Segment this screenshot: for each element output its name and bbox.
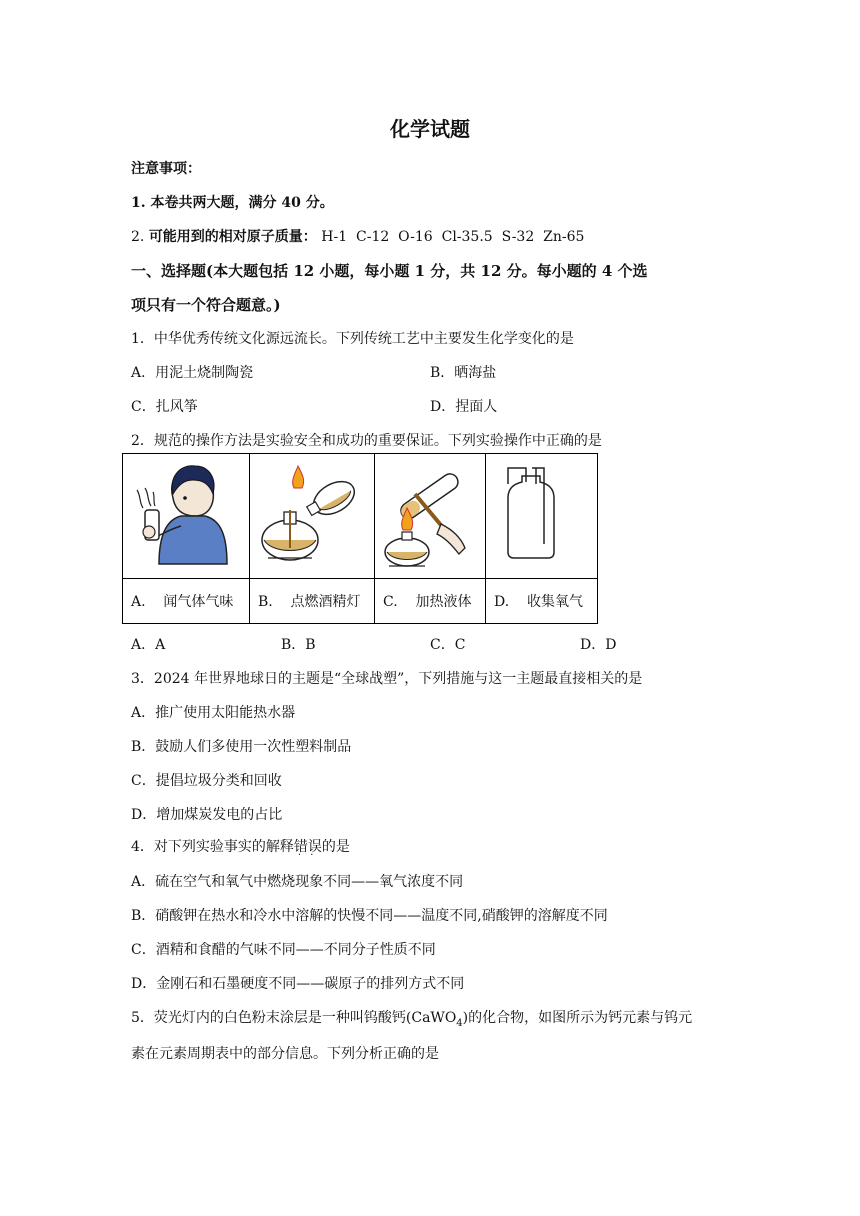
image-light-alcohol-lamp [250, 454, 375, 579]
q5-stem-line-1 [131, 1007, 692, 1029]
q1-option-b: B．晒海盐 [430, 365, 497, 381]
q3-option-b: B．鼓励人们多使用一次性塑料制品 [131, 739, 352, 755]
q4-stem-emphasis: 错误 · · [294, 836, 322, 856]
table-label-c-text: C. 加热液体 [383, 594, 472, 610]
table-label-c [375, 579, 486, 624]
q4-stem [131, 836, 350, 856]
q1-option-c: C．扎风筝 [131, 399, 198, 415]
q4-option-c: C．酒精和食醋的气味不同——不同分子性质不同 [131, 942, 436, 958]
section-1-heading-cont: 项只有一个符合题意。) [131, 296, 281, 314]
q3-option-c: C．提倡垃圾分类和回收 [131, 773, 282, 789]
q2-option-c: C．C [430, 637, 466, 653]
q2-option-b: B．B [281, 637, 316, 653]
page-title: 化学试题 [390, 117, 470, 141]
notice-item-2-label: 可能用到的相对原子质量： [148, 229, 317, 245]
atomic-masses: H-1 C-12 O-16 Cl-35.5 S-32 Zn-65 [321, 229, 585, 245]
q3-stem: 3．2024 年世界地球日的主题是“全球战塑”，下列措施与这一主题最直接相关的是 [131, 671, 643, 687]
q5-stem-a: 5．荧光灯内的白色粉末涂层是一种叫钨酸钙(CaWO [131, 1010, 457, 1026]
image-heat-liquid [375, 454, 486, 579]
image-smell-gas [123, 454, 250, 579]
table-label-b [250, 579, 375, 624]
notice-item-2 [131, 226, 584, 246]
q4-option-a: A．硫在空气和氧气中燃烧现象不同——氧气浓度不同 [131, 874, 464, 890]
q1-stem: 1．中华优秀传统文化源远流长。下列传统工艺中主要发生化学变化的是 [131, 331, 574, 347]
q1-option-d: D．捏面人 [430, 399, 498, 415]
section-1-heading: 一、选择题(本大题包括 12 小题，每小题 1 分，共 12 分。每小题的 4 个选 [131, 262, 648, 280]
table-label-a-text: A. 闻气体气味 [131, 594, 234, 610]
notice-item-1: 1. 本卷共两大题，满分 40 分。 [131, 195, 334, 211]
table-label-d-text: D. 收集氧气 [494, 594, 583, 610]
q5-subscript: 4 [456, 1017, 463, 1029]
q3-option-d: D．增加煤炭发电的占比 [131, 807, 283, 823]
table-label-b-text: B. 点燃酒精灯 [258, 594, 361, 610]
q2-option-d: D．D [580, 637, 617, 653]
q4-stem-suffix: 的是 [321, 839, 350, 855]
table-label-a [123, 579, 250, 624]
q5-stem-line-2: 素在元素周期表中的部分信息。下列分析正确的是 [131, 1046, 439, 1062]
table-label-d [486, 579, 598, 624]
notice-item-2-prefix: 2. [131, 229, 145, 245]
q4-option-d: D．金刚石和石墨硬度不同——碳原子的排列方式不同 [131, 976, 465, 992]
notice-heading: 注意事项： [131, 161, 201, 177]
q2-option-a: A．A [131, 637, 166, 653]
image-collect-oxygen [486, 454, 598, 579]
q3-option-a: A．推广使用太阳能热水器 [131, 705, 296, 721]
q4-stem-prefix: 4．对下列实验事实的解释 [131, 839, 294, 855]
q2-stem: 2．规范的操作方法是实验安全和成功的重要保证。下列实验操作中正确的是 [131, 433, 602, 449]
q1-option-a: A．用泥土烧制陶瓷 [131, 365, 254, 381]
q5-stem-b: )的化合物，如图所示为钙元素与钨元 [462, 1010, 693, 1026]
experiment-table [122, 453, 598, 624]
q4-option-b: B．硝酸钾在热水和冷水中溶解的快慢不同——温度不同,硝酸钾的溶解度不同 [131, 908, 608, 924]
